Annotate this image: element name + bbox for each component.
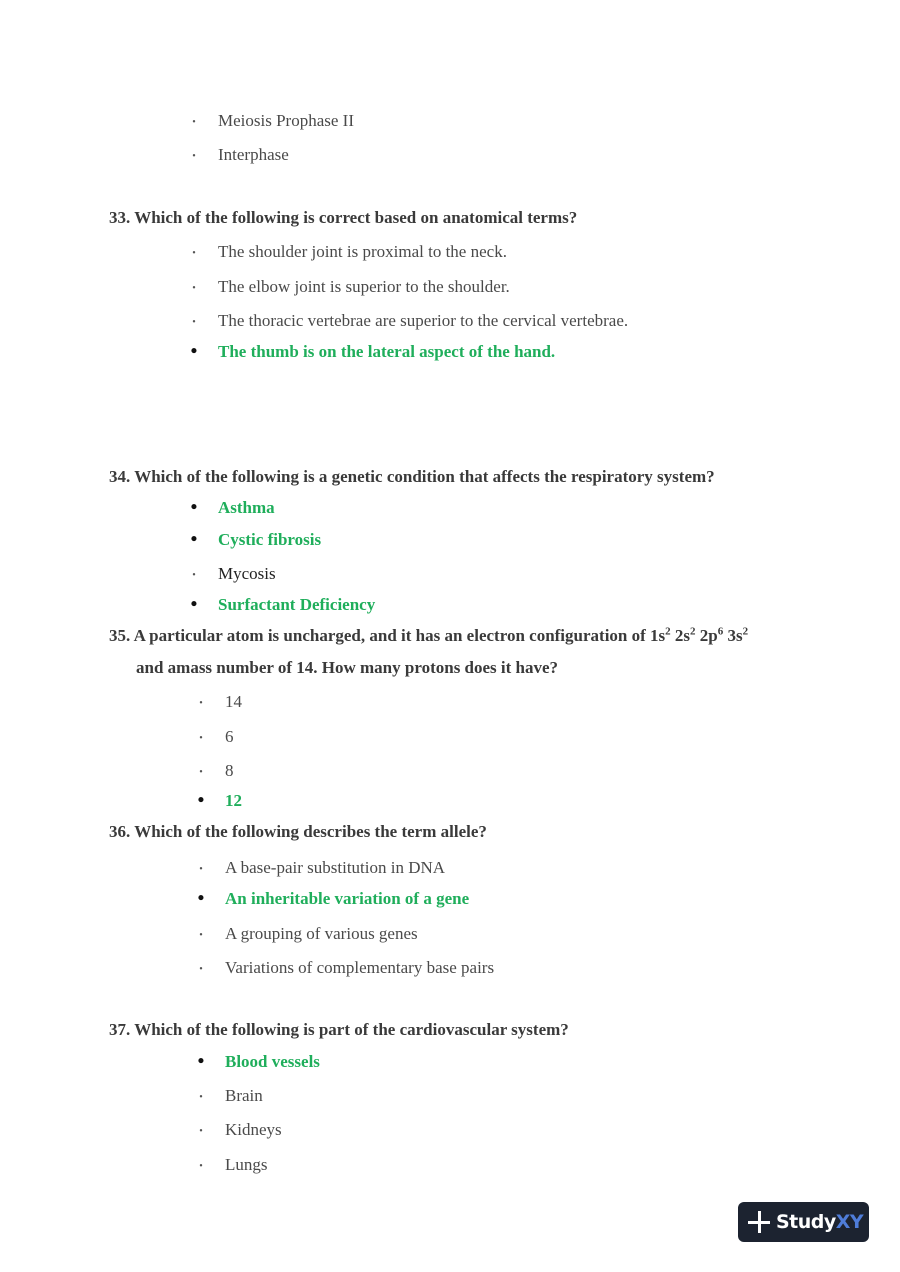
option-text: 6 xyxy=(225,727,234,746)
bullet-icon: • xyxy=(199,698,203,709)
question-text: Which of the following is a genetic condition that affects the respiratory system? xyxy=(134,467,715,486)
bullet-icon: • xyxy=(197,1051,205,1072)
studyxy-logo[interactable] xyxy=(738,1202,869,1242)
question-text: Which of the following is correct based on anatomical terms? xyxy=(134,208,578,227)
option-text: Variations of complementary base pairs xyxy=(225,958,495,977)
question-number: 37. xyxy=(109,1020,131,1039)
logo-text: StudyXY xyxy=(776,1211,864,1233)
bullet-icon: • xyxy=(190,341,198,362)
option-text: Meiosis Prophase II xyxy=(218,111,354,130)
option-text: A grouping of various genes xyxy=(225,924,418,943)
bullet-icon: • xyxy=(199,1161,203,1172)
question-number: 34. xyxy=(109,467,131,486)
option-text: The elbow joint is superior to the shoulder. xyxy=(218,277,510,296)
bullet-icon: • xyxy=(192,117,196,128)
question-34 xyxy=(109,467,715,487)
bullet-icon: • xyxy=(192,570,196,581)
correct-option-text: The thumb is on the lateral aspect of the hand. xyxy=(218,342,556,361)
correct-option-text: Cystic fibrosis xyxy=(218,530,322,549)
option-text: 14 xyxy=(225,692,242,711)
question-text: Which of the following is part of the cardiovascular system? xyxy=(134,1020,569,1039)
option-text: Interphase xyxy=(218,145,289,164)
bullet-icon: • xyxy=(190,529,198,550)
bullet-icon: • xyxy=(192,317,196,328)
correct-option-text: An inheritable variation of a gene xyxy=(225,889,470,908)
option-text: A base-pair substitution in DNA xyxy=(225,858,446,877)
bullet-icon: • xyxy=(190,497,198,518)
question-number: 33. xyxy=(109,208,131,227)
bullet-icon: • xyxy=(192,151,196,162)
bullet-icon: • xyxy=(197,790,205,811)
bullet-icon: • xyxy=(199,1092,203,1103)
option-text: Mycosis xyxy=(218,564,276,583)
question-37 xyxy=(109,1020,569,1040)
bullet-icon: • xyxy=(190,594,198,615)
question-text: A particular atom is uncharged, and it has an electron configuration of $1s^2$ $2s^2$ $2p^6$ $3s^2$ xyxy=(133,625,749,645)
bullet-icon: • xyxy=(199,864,203,875)
option-text: The thoracic vertebrae are superior to the cervical vertebrae. xyxy=(218,311,629,330)
bullet-icon: • xyxy=(199,964,203,975)
correct-option-text: Blood vessels xyxy=(225,1052,320,1071)
bullet-icon: • xyxy=(199,1126,203,1137)
option-text: Lungs xyxy=(225,1155,268,1174)
bullet-icon: • xyxy=(192,248,196,259)
correct-option-text: 12 xyxy=(225,791,242,810)
correct-option-text: Asthma xyxy=(218,498,275,517)
correct-option-text: Surfactant Deficiency xyxy=(218,595,376,614)
question-36 xyxy=(109,822,487,842)
question-text: Which of the following describes the term allele? xyxy=(134,822,487,841)
option-text: 8 xyxy=(225,761,234,780)
bullet-icon: • xyxy=(192,283,196,294)
question-text-line2: and amass number of 14. How many protons does it have? xyxy=(136,658,559,677)
bullet-icon: • xyxy=(199,930,203,941)
question-number: 36. xyxy=(109,822,131,841)
question-number: 35. xyxy=(109,626,131,645)
question-33 xyxy=(109,208,577,228)
bullet-icon: • xyxy=(197,888,205,909)
option-text: Brain xyxy=(225,1086,263,1105)
bullet-icon: • xyxy=(199,733,203,744)
bullet-icon: • xyxy=(199,767,203,778)
option-text: Kidneys xyxy=(225,1120,282,1139)
option-text: The shoulder joint is proximal to the neck. xyxy=(218,242,507,261)
question-35 xyxy=(109,626,748,646)
plus-icon xyxy=(748,1211,770,1233)
